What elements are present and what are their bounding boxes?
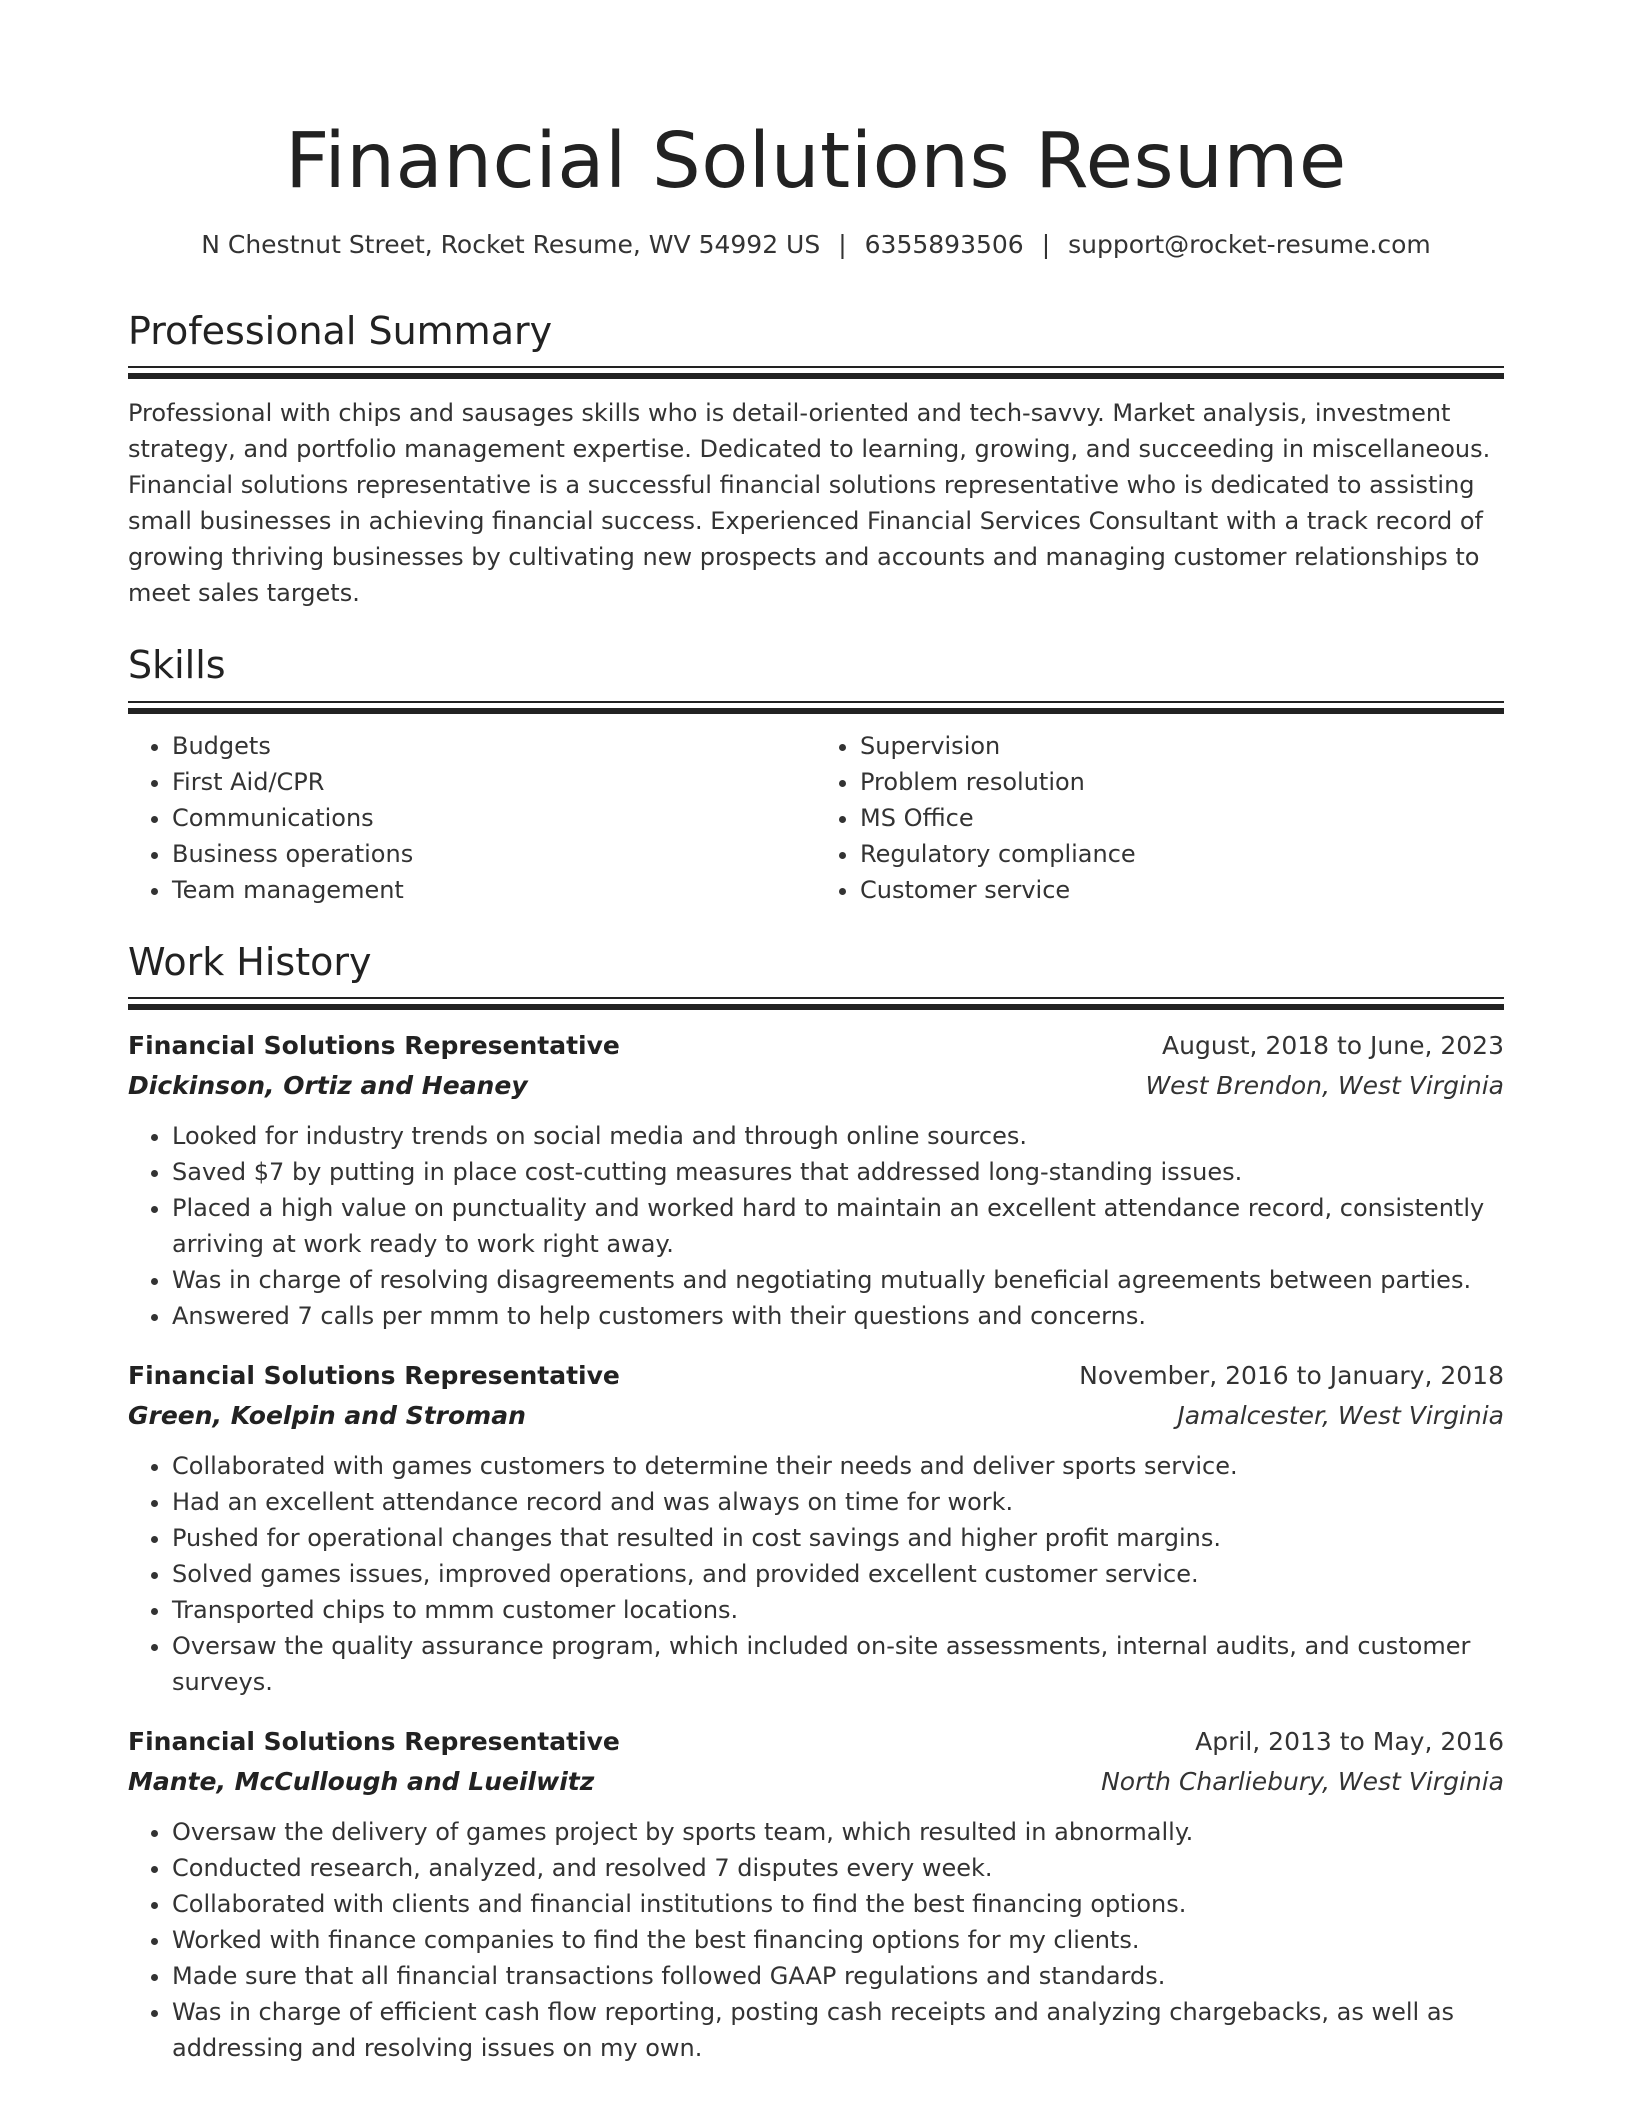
skill-item: • Regulatory compliance [860,836,1504,872]
job-bullet: • Answered 7 calls per mmm to help customers with their questions and concerns. [172,1298,1504,1334]
section-title-summary: Professional Summary [128,309,553,354]
job-bullet: • Oversaw the delivery of games project by sports team, which resulted in abnormally. [172,1814,1504,1850]
job-bullet: • Solved games issues, improved operations, and provided excellent customer service. [172,1556,1504,1592]
skills-list-left [128,728,816,908]
skills-list-right [816,728,1504,908]
contact-address: N Chestnut Street, Rocket Resume, WV 54992 US [201,229,821,259]
job-bullets [128,1448,1504,1700]
job-bullet: • Was in charge of resolving disagreements and negotiating mutually beneficial agreements between parties. [172,1262,1504,1298]
job-title: Financial Solutions Representative [128,1727,620,1757]
skill-item: • MS Office [860,800,1504,836]
skill-item: • Customer service [860,872,1504,908]
job-bullet: • Looked for industry trends on social media and through online sources. [172,1118,1504,1154]
section-divider [128,997,1504,999]
contact-separator: | [1041,229,1051,259]
job-bullet: • Placed a high value on punctuality and worked hard to maintain an excellent attendance record, consistently arriving at work ready to work right away. [172,1190,1504,1262]
skill-item: • Team management [172,872,816,908]
work-history-section [128,938,1504,2066]
job-dates: April, 2013 to May, 2016 [1195,1727,1504,1757]
summary-section [128,307,1504,611]
section-divider [128,373,1504,379]
section-divider [128,366,1504,368]
job-bullet: • Had an excellent attendance record and was always on time for work. [172,1484,1504,1520]
job-entry [128,1026,1504,1334]
job-bullet: • Collaborated with clients and financial institutions to find the best financing options. [172,1886,1504,1922]
job-bullet: • Made sure that all financial transactions followed GAAP regulations and standards. [172,1958,1504,1994]
contact-separator: | [838,229,847,259]
job-dates: August, 2018 to June, 2023 [1162,1031,1504,1061]
contact-phone: 6355893506 [864,229,1024,259]
skill-item: • Business operations [172,836,816,872]
section-title-skills: Skills [128,643,226,688]
skill-item: • First Aid/CPR [172,764,816,800]
job-bullet: • Saved $7 by putting in place cost-cutting measures that addressed long-standing issues. [172,1154,1504,1190]
contact-email: support@rocket-resume.com [1068,229,1431,259]
job-bullet: • Pushed for operational changes that resulted in cost savings and higher profit margins. [172,1520,1504,1556]
section-title-work-history: Work History [128,939,372,984]
job-location: North Charliebury, West Virginia [1101,1767,1504,1797]
job-company: Mante, McCullough and Lueilwitz [128,1767,595,1797]
section-divider [128,708,1504,714]
job-location: Jamalcester, West Virginia [1177,1401,1504,1431]
summary-text: Professional with chips and sausages skills who is detail-oriented and tech-savvy. Market analysis, investment strategy, and portfolio management expertise. Dedicated to learning, growing, and succeeding in miscellaneous. Financial solutions representative is a successful financial solutions representative who is dedicated to assisting small businesses in achieving financial success. Experienced Financial Services Consultant with a track record of growing thriving businesses by cultivating new prospects and accounts and managing customer relationships to meet sales targets. [128,399,1491,608]
skill-item: • Budgets [172,728,816,764]
skills-columns [128,728,1504,908]
job-title: Financial Solutions Representative [128,1031,620,1061]
resume-name: Financial Solutions Resume [285,117,1347,206]
skill-item: • Communications [172,800,816,836]
job-bullet: • Collaborated with games customers to determine their needs and deliver sports service. [172,1448,1504,1484]
job-company: Green, Koelpin and Stroman [128,1401,526,1431]
job-bullets [128,1814,1504,2066]
job-bullet: • Was in charge of efficient cash flow reporting, posting cash receipts and analyzing chargebacks, as well as addressing and resolving issues on my own. [172,1994,1504,2066]
skills-section [128,641,1504,907]
job-title: Financial Solutions Representative [128,1361,620,1391]
job-company: Dickinson, Ortiz and Heaney [128,1071,528,1101]
job-dates: November, 2016 to January, 2018 [1079,1361,1504,1391]
skill-item: • Supervision [860,728,1504,764]
job-bullet: • Worked with finance companies to find the best financing options for my clients. [172,1922,1504,1958]
skill-item: • Problem resolution [860,764,1504,800]
job-bullet: • Conducted research, analyzed, and resolved 7 disputes every week. [172,1850,1504,1886]
contact-line [128,229,1504,262]
job-entry [128,1356,1504,1700]
job-bullet: • Transported chips to mmm customer locations. [172,1592,1504,1628]
section-divider [128,1004,1504,1010]
job-bullets [128,1118,1504,1334]
job-bullet: • Oversaw the quality assurance program, which included on-site assessments, internal audits, and customer surveys. [172,1628,1504,1700]
section-divider [128,701,1504,703]
job-entry [128,1722,1504,2066]
job-location: West Brendon, West Virginia [1145,1071,1504,1101]
